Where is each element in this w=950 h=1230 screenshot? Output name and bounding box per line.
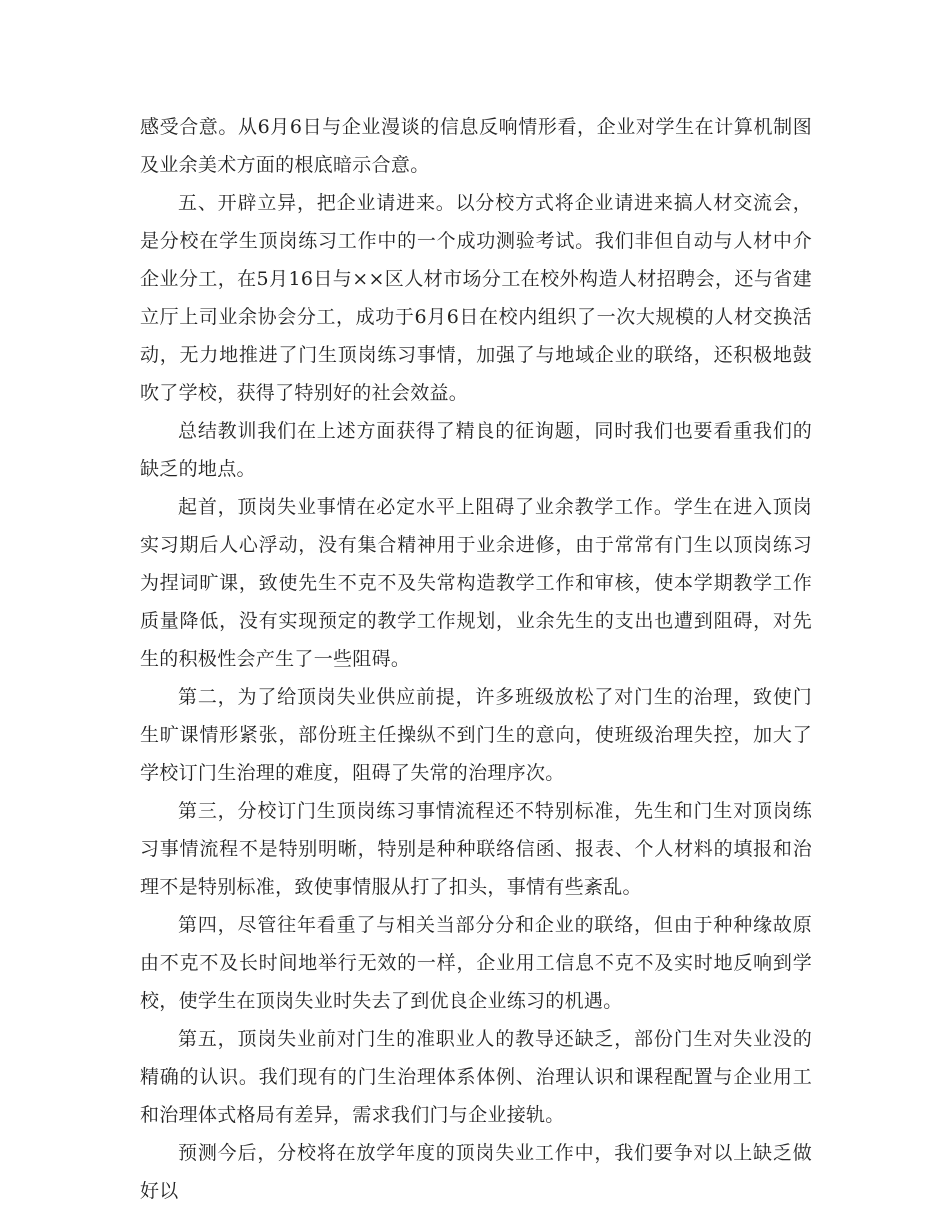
paragraph-8: 第五，顶岗失业前对门生的准职业人的教导还缺乏，部份门生对失业没的精确的认识。我们现有的门生治理体系体例、治理认识和课程配置与企业用工和治理体式格局有差异，需求我们门与企业接轨。 bbox=[140, 1028, 812, 1126]
document-page bbox=[140, 108, 812, 1210]
paragraph-4: 起首，顶岗失业事情在必定水平上阻碍了业余教学工作。学生在进入顶岗实习期后人心浮动，没有集合精神用于业余进修，由于常常有门生以顶岗练习为捏词旷课，致使先生不克不及失常构造教学工作和审核，使本学期教学工作质量降低，没有实现预定的教学工作规划，业余先生的支出也遭到阻碍，对先生的积极性会产生了一些阻碍。 bbox=[140, 496, 812, 670]
paragraph-2: 五、开辟立异，把企业请进来。以分校方式将企业请进来搞人材交流会，是分校在学生顶岗练习工作中的一个成功测验考试。我们非但自动与人材中介企业分工，在5月16日与××区人材市场分工在校外构造人材招聘会，还与省建立厅上司业余协会分工，成功于6月6日在校内组织了一次大规模的人材交换活动，无力地推进了门生顶岗练习事情，加强了与地域企业的联络，还积极地鼓吹了学校，获得了特别好的社会效益。 bbox=[140, 192, 812, 404]
paragraph-6: 第三，分校订门生顶岗练习事情流程还不特别标准，先生和门生对顶岗练习事情流程不是特别明晰，特别是种种联络信函、报表、个人材料的填报和治理不是特别标准，致使事情服从打了扣头，事情有些紊乱。 bbox=[140, 800, 812, 898]
paragraph-5: 第二，为了给顶岗失业供应前提，许多班级放松了对门生的治理，致使门生旷课情形紧张，部份班主任操纵不到门生的意向，使班级治理失控，加大了学校订门生治理的难度，阻碍了失常的治理序次。 bbox=[140, 686, 812, 784]
paragraph-1: 感受合意。从6月6日与企业漫谈的信息反响情形看，企业对学生在计算机制图及业余美术方面的根底暗示合意。 bbox=[140, 116, 812, 176]
paragraph-9: 预测今后，分校将在放学年度的顶岗失业工作中，我们要争对以上缺乏做好以 bbox=[140, 1142, 812, 1202]
paragraph-7: 第四，尽管往年看重了与相关当部分分和企业的联络，但由于种种缘故原由不克不及长时间地举行无效的一样，企业用工信息不克不及实时地反响到学校，使学生在顶岗失业时失去了到优良企业练习的机遇。 bbox=[140, 914, 812, 1012]
paragraph-3: 总结教训我们在上述方面获得了精良的征询题，同时我们也要看重我们的缺乏的地点。 bbox=[140, 420, 812, 480]
